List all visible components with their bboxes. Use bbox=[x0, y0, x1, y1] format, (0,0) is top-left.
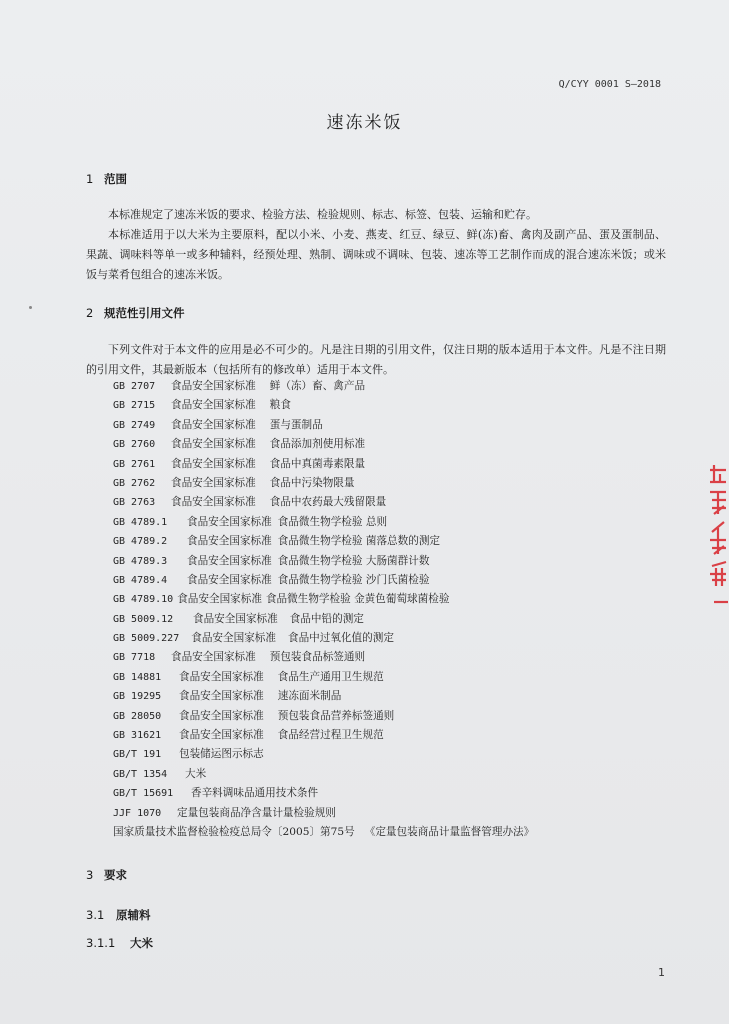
reference-item bbox=[113, 493, 673, 512]
reference-org: 食品安全国家标准 bbox=[187, 554, 272, 567]
reference-code: GB 4789.3 bbox=[113, 555, 168, 567]
reference-org: 食品安全国家标准 bbox=[193, 612, 278, 625]
reference-org: 食品安全国家标准 bbox=[171, 438, 256, 451]
reference-code: GB 19295 bbox=[113, 691, 162, 703]
section-3-heading bbox=[86, 867, 127, 883]
reference-code: GB 7718 bbox=[113, 652, 156, 664]
reference-item bbox=[113, 610, 673, 629]
reference-name: 食品生产通用卫生规范 bbox=[277, 670, 384, 683]
reference-org: 食品安全国家标准 bbox=[171, 651, 256, 664]
reference-code: GB 2760 bbox=[113, 439, 156, 451]
reference-name: 粮食 bbox=[269, 399, 291, 412]
reference-item bbox=[113, 474, 673, 493]
subsection-3-1-1-heading bbox=[86, 935, 153, 951]
reference-name: 定量包装商品净含量计量检验规则 bbox=[177, 806, 336, 819]
reference-org: 食品安全国家标准 bbox=[187, 515, 272, 528]
reference-name: 鲜（冻）畜、禽产品 bbox=[269, 380, 366, 392]
reference-list bbox=[113, 377, 673, 842]
reference-item bbox=[113, 396, 673, 415]
section-1-paragraph-1: 本标准规定了速冻米饭的要求、检验方法、检验规则、标志、标签、包装、运输和贮存。 bbox=[108, 208, 537, 221]
reference-item bbox=[113, 648, 673, 667]
page-title: 速冻米饭 bbox=[326, 113, 403, 133]
reference-item bbox=[113, 629, 673, 648]
reference-item bbox=[113, 726, 673, 745]
reference-name: 食品微生物学检验 沙门氏菌检验 bbox=[277, 573, 430, 586]
reference-item bbox=[113, 687, 673, 706]
reference-name: 食品微生物学检验 大肠菌群计数 bbox=[277, 554, 430, 567]
reference-item bbox=[113, 745, 673, 764]
reference-org: 食品安全国家标准 bbox=[171, 496, 256, 509]
reference-code: GB/T 15691 bbox=[113, 788, 174, 800]
reference-name: 预包装食品标签通则 bbox=[269, 651, 366, 664]
red-seal-stamp bbox=[704, 462, 729, 612]
reference-name: 《定量包装商品计量监督管理办法》 bbox=[364, 825, 535, 838]
reference-name: 食品微生物学检验 总则 bbox=[277, 515, 388, 528]
reference-org: 食品安全国家标准 bbox=[187, 573, 272, 586]
reference-code: GB 4789.10 bbox=[113, 594, 174, 606]
reference-code: GB 5009.12 bbox=[113, 613, 174, 625]
reference-item bbox=[113, 552, 673, 571]
reference-code: GB 2763 bbox=[113, 497, 156, 509]
reference-org: 食品安全国家标准 bbox=[171, 418, 256, 431]
reference-name: 香辛料调味品通用技术条件 bbox=[191, 787, 319, 800]
reference-name: 食品中污染物限量 bbox=[269, 476, 355, 489]
section-1-heading bbox=[86, 171, 127, 187]
reference-item bbox=[113, 416, 673, 435]
reference-item bbox=[113, 455, 673, 474]
scan-speck bbox=[29, 306, 32, 309]
reference-code: GB 4789.4 bbox=[113, 574, 168, 586]
reference-item bbox=[113, 513, 673, 532]
section-title: 大米 bbox=[130, 936, 153, 950]
reference-item bbox=[113, 823, 673, 842]
reference-code: GB 4789.2 bbox=[113, 536, 168, 548]
reference-item bbox=[113, 804, 673, 823]
section-1-paragraph-2: 本标准适用于以大米为主要原料，配以小米、小麦、燕麦、红豆、绿豆、鲜(冻)畜、禽肉及副产品、蛋及蛋制品、果蔬、调味料等单一或多种辅料，经预处理、熟制、调味或不调味、包装、速冻等工艺制作而成的混合速冻米饭；或米饭与菜肴包组合的速冻米饭。 bbox=[86, 228, 666, 281]
reference-code: GB/T 191 bbox=[113, 749, 162, 761]
reference-item bbox=[113, 435, 673, 454]
reference-name: 食品经营过程卫生规范 bbox=[277, 729, 384, 742]
section-title: 范围 bbox=[104, 172, 127, 186]
reference-item bbox=[113, 377, 673, 396]
reference-org: 食品安全国家标准 bbox=[171, 380, 256, 392]
reference-item bbox=[113, 784, 673, 803]
section-number: 3.1 bbox=[86, 908, 105, 922]
reference-name: 食品微生物学检验 金黄色葡萄球菌检验 bbox=[265, 593, 450, 606]
reference-code: GB 5009.227 bbox=[113, 633, 180, 645]
reference-item bbox=[113, 707, 673, 726]
reference-name: 包装储运图示标志 bbox=[179, 748, 264, 761]
reference-name: 食品中农药最大残留限量 bbox=[269, 496, 387, 509]
reference-code: GB 14881 bbox=[113, 671, 162, 683]
reference-item bbox=[113, 668, 673, 687]
reference-org: 食品安全国家标准 bbox=[187, 535, 272, 548]
section-2-heading bbox=[86, 305, 185, 321]
section-title: 要求 bbox=[104, 868, 127, 882]
reference-org: 食品安全国家标准 bbox=[179, 690, 264, 703]
reference-code: GB 2715 bbox=[113, 400, 156, 412]
reference-org: 食品安全国家标准 bbox=[177, 593, 262, 606]
reference-org: 食品安全国家标准 bbox=[171, 476, 256, 489]
reference-item bbox=[113, 532, 673, 551]
reference-code: GB/T 1354 bbox=[113, 768, 168, 780]
reference-code: GB 28050 bbox=[113, 710, 162, 722]
reference-name: 预包装食品营养标签通则 bbox=[277, 709, 395, 722]
reference-name: 速冻面米制品 bbox=[277, 690, 342, 703]
section-number: 1 bbox=[86, 172, 94, 186]
reference-name: 食品微生物学检验 菌落总数的测定 bbox=[277, 535, 441, 548]
section-number: 3 bbox=[86, 868, 94, 882]
reference-org: 食品安全国家标准 bbox=[171, 399, 256, 412]
reference-code: GB 4789.1 bbox=[113, 516, 168, 528]
reference-code: GB 2707 bbox=[113, 381, 156, 392]
reference-name: 大米 bbox=[185, 767, 207, 780]
reference-item bbox=[113, 590, 673, 609]
reference-code: GB 2749 bbox=[113, 419, 156, 431]
section-title: 原辅料 bbox=[116, 908, 151, 922]
reference-name: 食品添加剂使用标准 bbox=[269, 438, 366, 451]
reference-name: 食品中铅的测定 bbox=[289, 612, 364, 625]
reference-org: 食品安全国家标准 bbox=[171, 457, 256, 470]
reference-code: JJF 1070 bbox=[113, 807, 162, 819]
reference-item bbox=[113, 571, 673, 590]
reference-code: GB 2761 bbox=[113, 458, 156, 470]
page-number: 1 bbox=[658, 966, 665, 979]
reference-org: 食品安全国家标准 bbox=[179, 670, 264, 683]
section-title: 规范性引用文件 bbox=[104, 306, 185, 320]
reference-org: 食品安全国家标准 bbox=[191, 632, 276, 645]
reference-code: GB 2762 bbox=[113, 477, 156, 489]
reference-name: 食品中真菌毒素限量 bbox=[269, 457, 366, 470]
reference-code: GB 31621 bbox=[113, 730, 162, 742]
reference-org: 食品安全国家标准 bbox=[179, 709, 264, 722]
reference-org: 食品安全国家标准 bbox=[179, 729, 264, 742]
section-2-intro: 下列文件对于本文件的应用是必不可少的。凡是注日期的引用文件，仅注日期的版本适用于本文件。凡是不注日期的引用文件，其最新版本（包括所有的修改单）适用于本文件。 bbox=[86, 343, 666, 376]
section-number: 2 bbox=[86, 306, 94, 320]
standard-code: Q/CYY 0001 S—2018 bbox=[558, 79, 661, 90]
subsection-3-1-heading bbox=[86, 907, 151, 923]
reference-name: 蛋与蛋制品 bbox=[269, 418, 323, 431]
reference-org: 国家质量技术监督检验检疫总局令〔2005〕第75号 bbox=[113, 825, 355, 838]
reference-item bbox=[113, 765, 673, 784]
section-number: 3.1.1 bbox=[86, 936, 116, 950]
reference-name: 食品中过氧化值的测定 bbox=[287, 632, 394, 645]
